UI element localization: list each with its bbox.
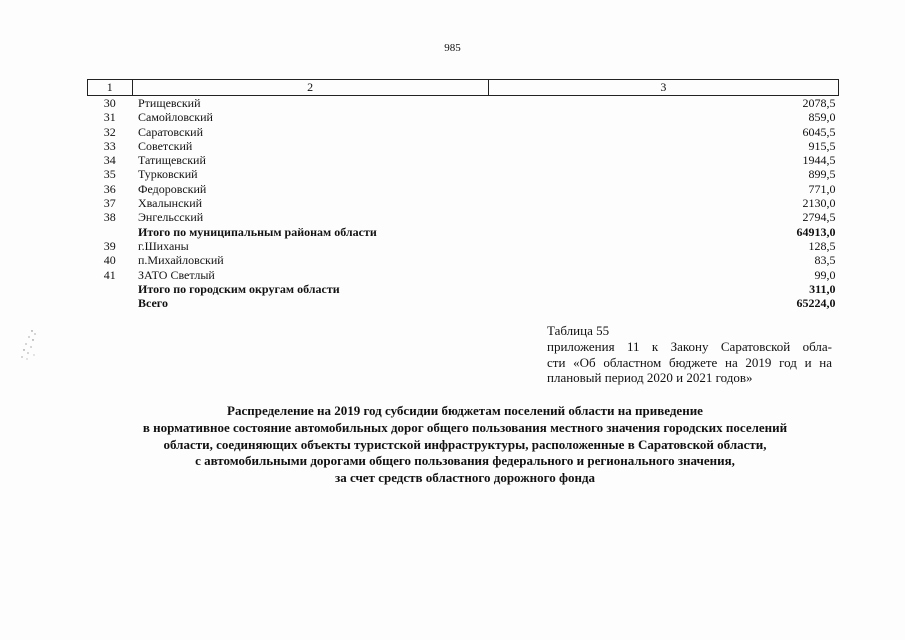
table-row	[88, 139, 839, 153]
table-row	[88, 125, 839, 139]
table-row	[88, 296, 839, 310]
row-number	[88, 296, 133, 310]
row-number: 30	[103, 96, 116, 110]
scan-noise-marks	[18, 328, 42, 368]
column-header-1: 1	[88, 80, 133, 96]
table-row	[88, 196, 839, 210]
row-number: 39	[103, 238, 116, 253]
row-number: 33	[103, 138, 116, 153]
title-line: в нормативное состояние автомобильных дорог общего пользования местного значения городских поселений	[142, 419, 788, 435]
row-value: 311,0	[809, 281, 836, 296]
row-number: 40	[103, 253, 116, 268]
row-value: 899,5	[808, 167, 836, 182]
allocation-table-continuation	[87, 79, 839, 310]
row-number: 41	[103, 267, 116, 282]
title-line: за счет средств областного дорожного фонда	[334, 470, 596, 486]
column-header-2: 2	[132, 80, 488, 96]
row-name: Всего	[138, 296, 168, 311]
row-value: 6045,5	[802, 124, 836, 139]
row-value: 2130,0	[802, 196, 836, 211]
row-value: 2078,5	[802, 96, 836, 110]
row-number: 32	[103, 124, 116, 139]
table-row	[88, 268, 839, 282]
table-row	[88, 96, 839, 111]
row-name: Итого по городским округам области	[138, 281, 340, 296]
title-line: области, соединяющих объекты туристской инфраструктуры, расположенные в Саратовской области,	[163, 436, 767, 452]
row-value: 859,0	[808, 110, 836, 125]
row-number: 36	[103, 181, 116, 196]
row-name: Самойловский	[138, 110, 213, 125]
row-value: 771,0	[808, 181, 836, 196]
row-name: г.Шиханы	[138, 238, 189, 253]
row-name: Турковский	[138, 167, 198, 182]
row-name: Итого по муниципальным районам области	[138, 224, 377, 239]
table-row	[88, 210, 839, 224]
row-name: Саратовский	[138, 124, 204, 139]
column-header-3: 3	[488, 80, 838, 96]
table-row	[88, 182, 839, 196]
table-row	[88, 110, 839, 124]
row-name: п.Михайловский	[138, 253, 224, 268]
table-body	[88, 96, 839, 311]
data-table	[87, 79, 839, 310]
table-label: Таблица 55	[547, 323, 610, 338]
row-value: 128,5	[808, 238, 836, 253]
title-line: Распределение на 2019 год субсидии бюджетам поселений области на приведение	[227, 403, 703, 418]
row-value: 83,5	[814, 253, 836, 268]
row-name: Федоровский	[138, 181, 207, 196]
row-number: 37	[103, 196, 116, 211]
row-number	[88, 225, 133, 239]
row-number	[88, 282, 133, 296]
row-value: 64913,0	[796, 224, 836, 239]
row-value: 1944,5	[802, 153, 836, 168]
table-header-row	[88, 80, 839, 96]
table-row	[88, 225, 839, 239]
table-row	[88, 153, 839, 167]
row-value: 99,0	[814, 267, 836, 282]
row-value: 65224,0	[796, 296, 836, 311]
title-line: с автомобильными дорогами общего пользования федерального и регионального значения,	[195, 453, 735, 469]
row-name: Хвалынский	[138, 196, 203, 211]
page-number: 985	[444, 42, 461, 54]
row-name: ЗАТО Светлый	[138, 267, 215, 282]
row-number: 35	[103, 167, 116, 182]
row-number: 38	[103, 210, 116, 225]
caption-line: сти «Об областном бюджете на 2019 год и на	[547, 354, 832, 370]
row-number: 31	[103, 110, 116, 125]
caption-line: плановый период 2020 и 2021 годов»	[547, 370, 753, 386]
row-value: 2794,5	[802, 210, 836, 225]
section-title	[60, 403, 870, 487]
table-row	[88, 239, 839, 253]
table-row	[88, 253, 839, 267]
row-number: 34	[103, 153, 116, 168]
table-row	[88, 282, 839, 296]
row-name: Советский	[138, 138, 193, 153]
row-name: Энгельсский	[138, 210, 204, 225]
row-name: Татищевский	[138, 153, 206, 168]
row-value: 915,5	[808, 138, 836, 153]
table-caption	[547, 323, 832, 386]
caption-line: приложения 11 к Закону Саратовской обла-	[547, 338, 832, 354]
row-name: Ртищевский	[138, 96, 201, 110]
table-row	[88, 167, 839, 181]
